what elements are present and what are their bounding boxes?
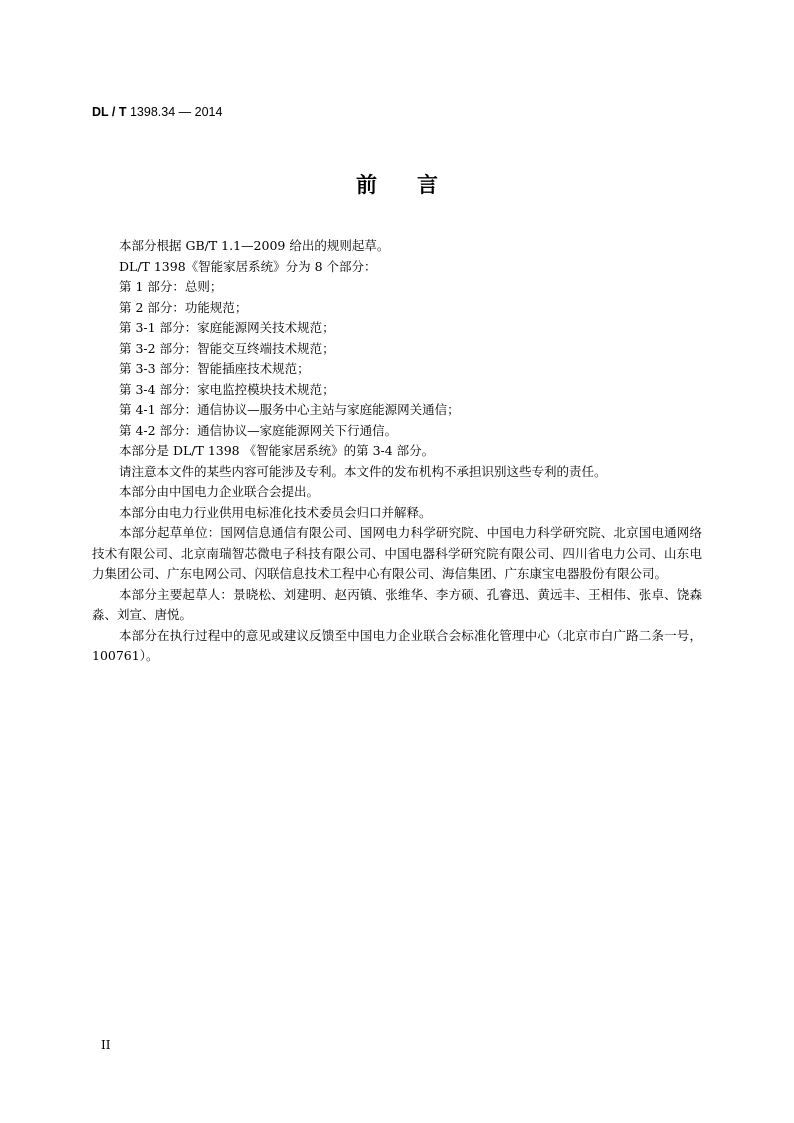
paragraph-feedback: 本部分在执行过程中的意见或建议反馈至中国电力企业联合会标准化管理中心（北京市白广路二条一号，100761）。 [92,627,702,663]
list-item-part-1: 第 1 部分：总则； [119,279,223,294]
standard-code: DL / T [92,105,127,119]
page-title: 前言 [356,173,478,197]
document-header [92,104,222,120]
foreword-body [92,236,702,667]
list-item-part-3-4: 第 3-4 部分：家电监控模块技术规范； [119,381,335,397]
paragraph-proposed-by: 本部分由中国电力企业联合会提出。 [119,484,320,499]
paragraph-this-part: 本部分是 DL/T 1398 《智能家居系统》的第 3-4 部分。 [119,443,435,458]
list-item-part-2: 第 2 部分：功能规范； [119,299,248,315]
standard-number: 1398.34 — 2014 [129,105,223,119]
paragraph-under-jurisdiction: 本部分由电力行业供用电标准化技术委员会归口并解释。 [119,504,432,520]
paragraph-drafting-units: 本部分起草单位：国网信息通信有限公司、国网电力科学研究院、中国电力科学研究院、北京国电通网络技术有限公司、北京南瑞智芯微电子科技有限公司、中国电器科学研究院有限公司、四川省电力公司、山东电力集团公司、广东电网公司、闪联信息技术工程中心有限公司、海信集团、广东康宝电器股份有限公司。 [92,525,702,581]
list-item-part-3-2: 第 3-2 部分：智能交互终端技术规范； [119,340,335,356]
list-item-part-4-1: 第 4-1 部分：通信协议—服务中心主站与家庭能源网关通信； [119,402,460,417]
list-item-part-3-3: 第 3-3 部分：智能插座技术规范； [119,361,310,376]
list-item-part-3-1: 第 3-1 部分：家庭能源网关技术规范； [119,320,335,335]
list-item-part-4-2: 第 4-2 部分：通信协议—家庭能源网关下行通信。 [119,422,398,438]
paragraph-main-drafters: 本部分主要起草人：景晓松、刘建明、赵丙镇、张维华、李方硕、孔睿迅、黄远丰、王相伟、张卓、饶森淼、刘宣、唐悦。 [92,586,702,622]
paragraph-parts-intro: DL/T 1398《智能家居系统》分为 8 个部分： [119,258,377,274]
paragraph-drafting-rules: 本部分根据 GB/T 1.1—2009 给出的规则起草。 [119,238,390,253]
paragraph-patent-notice: 请注意本文件的某些内容可能涉及专利。本文件的发布机构不承担识别这些专利的责任。 [119,463,607,479]
page-number: II [101,1038,111,1052]
